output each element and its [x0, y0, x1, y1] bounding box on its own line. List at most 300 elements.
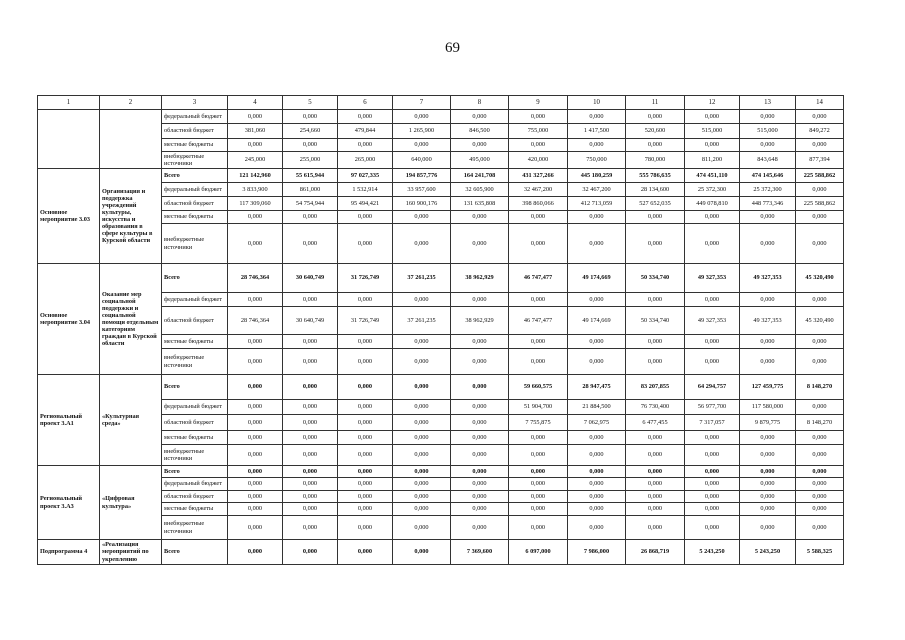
amount-cell: 0,000	[451, 293, 509, 307]
funding-source-cell: внебюджетные источники	[162, 516, 228, 540]
amount-cell: 0,000	[451, 400, 509, 415]
amount-cell: 56 977,700	[685, 400, 740, 415]
amount-cell: 0,000	[740, 478, 796, 491]
amount-cell: 0,000	[796, 183, 844, 197]
header-cell: 10	[568, 96, 626, 110]
funding-source-cell: областной бюджет	[162, 415, 228, 431]
amount-cell: 0,000	[451, 478, 509, 491]
amount-cell: 479,844	[338, 124, 393, 139]
amount-cell: 28 134,600	[626, 183, 685, 197]
amount-cell: 5 243,250	[685, 540, 740, 565]
funding-source-cell: федеральный бюджет	[162, 478, 228, 491]
amount-cell: 750,000	[568, 152, 626, 169]
budget-table	[37, 95, 844, 565]
amount-cell: 0,000	[685, 224, 740, 264]
amount-cell: 6 477,455	[626, 415, 685, 431]
amount-cell: 0,000	[451, 491, 509, 503]
amount-cell: 127 459,775	[740, 375, 796, 400]
amount-cell: 0,000	[283, 415, 338, 431]
amount-cell: 117 309,060	[228, 197, 283, 211]
amount-cell: 0,000	[796, 349, 844, 375]
amount-cell: 515,000	[685, 124, 740, 139]
amount-cell: 0,000	[685, 445, 740, 466]
header-cell: 11	[626, 96, 685, 110]
amount-cell: 0,000	[685, 431, 740, 445]
amount-cell: 46 747,477	[509, 264, 568, 293]
amount-cell: 0,000	[393, 224, 451, 264]
amount-cell: 0,000	[393, 478, 451, 491]
amount-cell: 38 962,929	[451, 307, 509, 335]
activity-code-cell: Основное мероприятие 3.04	[38, 264, 100, 375]
amount-cell: 0,000	[509, 503, 568, 516]
activity-code-cell: Подпрограмма 4	[38, 540, 100, 565]
amount-cell: 64 294,757	[685, 375, 740, 400]
amount-cell: 0,000	[685, 293, 740, 307]
amount-cell: 0,000	[228, 224, 283, 264]
amount-cell: 0,000	[338, 400, 393, 415]
amount-cell: 0,000	[740, 516, 796, 540]
amount-cell: 0,000	[626, 491, 685, 503]
amount-cell: 0,000	[228, 375, 283, 400]
amount-cell: 0,000	[338, 431, 393, 445]
amount-cell: 0,000	[568, 516, 626, 540]
amount-cell: 45 320,490	[796, 264, 844, 293]
amount-cell: 0,000	[338, 478, 393, 491]
amount-cell: 0,000	[338, 415, 393, 431]
amount-cell: 0,000	[509, 516, 568, 540]
amount-cell: 0,000	[685, 466, 740, 478]
amount-cell: 0,000	[626, 445, 685, 466]
header-cell: 5	[283, 96, 338, 110]
amount-cell: 0,000	[626, 110, 685, 124]
amount-cell: 0,000	[626, 211, 685, 224]
amount-cell: 0,000	[393, 349, 451, 375]
funding-source-cell: внебюджетные источники	[162, 349, 228, 375]
funding-source-cell: Всего	[162, 540, 228, 565]
amount-cell: 0,000	[509, 110, 568, 124]
amount-cell: 225 588,862	[796, 169, 844, 183]
amount-cell: 0,000	[740, 139, 796, 152]
amount-cell: 0,000	[338, 445, 393, 466]
amount-cell: 28 746,364	[228, 307, 283, 335]
amount-cell: 0,000	[568, 139, 626, 152]
amount-cell: 420,000	[509, 152, 568, 169]
amount-cell: 54 754,944	[283, 197, 338, 211]
funding-source-cell: местные бюджеты	[162, 211, 228, 224]
amount-cell: 28 947,475	[568, 375, 626, 400]
amount-cell: 0,000	[393, 516, 451, 540]
amount-cell: 0,000	[338, 540, 393, 565]
amount-cell: 0,000	[228, 293, 283, 307]
amount-cell: 0,000	[685, 491, 740, 503]
amount-cell: 877,394	[796, 152, 844, 169]
amount-cell: 0,000	[393, 445, 451, 466]
amount-cell: 0,000	[509, 491, 568, 503]
amount-cell: 0,000	[393, 139, 451, 152]
amount-cell: 5 243,250	[740, 540, 796, 565]
amount-cell: 32 467,200	[568, 183, 626, 197]
funding-source-cell: областной бюджет	[162, 307, 228, 335]
funding-source-cell: местные бюджеты	[162, 503, 228, 516]
amount-cell: 46 747,477	[509, 307, 568, 335]
amount-cell: 0,000	[568, 335, 626, 349]
activity-name-cell: Оказание мер социальной поддержки и социальной помощи отдельным категориям граждан в Курской области	[100, 264, 162, 375]
amount-cell: 31 726,749	[338, 264, 393, 293]
amount-cell: 0,000	[228, 139, 283, 152]
amount-cell: 0,000	[796, 139, 844, 152]
amount-cell: 0,000	[626, 431, 685, 445]
amount-cell: 0,000	[283, 478, 338, 491]
funding-source-cell: местные бюджеты	[162, 139, 228, 152]
amount-cell: 0,000	[626, 478, 685, 491]
amount-cell: 0,000	[228, 415, 283, 431]
amount-cell: 0,000	[283, 211, 338, 224]
amount-cell: 0,000	[228, 503, 283, 516]
amount-cell: 0,000	[228, 335, 283, 349]
header-cell: 1	[38, 96, 100, 110]
amount-cell: 0,000	[626, 516, 685, 540]
header-cell: 8	[451, 96, 509, 110]
amount-cell: 0,000	[283, 349, 338, 375]
amount-cell: 0,000	[283, 516, 338, 540]
amount-cell: 0,000	[393, 375, 451, 400]
amount-cell: 0,000	[509, 139, 568, 152]
amount-cell: 527 652,035	[626, 197, 685, 211]
amount-cell: 0,000	[509, 478, 568, 491]
funding-source-cell: областной бюджет	[162, 197, 228, 211]
amount-cell: 37 261,235	[393, 307, 451, 335]
amount-cell: 50 334,740	[626, 264, 685, 293]
header-cell: 9	[509, 96, 568, 110]
amount-cell: 811,200	[685, 152, 740, 169]
amount-cell: 0,000	[283, 540, 338, 565]
amount-cell: 0,000	[283, 375, 338, 400]
amount-cell: 0,000	[228, 211, 283, 224]
amount-cell: 0,000	[451, 224, 509, 264]
amount-cell: 0,000	[338, 375, 393, 400]
amount-cell: 0,000	[393, 415, 451, 431]
amount-cell: 398 860,066	[509, 197, 568, 211]
amount-cell: 0,000	[509, 431, 568, 445]
amount-cell: 0,000	[338, 110, 393, 124]
amount-cell: 0,000	[626, 139, 685, 152]
amount-cell: 0,000	[740, 503, 796, 516]
header-cell: 7	[393, 96, 451, 110]
funding-source-cell: местные бюджеты	[162, 431, 228, 445]
amount-cell: 0,000	[228, 540, 283, 565]
amount-cell: 0,000	[796, 110, 844, 124]
amount-cell: 0,000	[509, 466, 568, 478]
amount-cell: 30 640,749	[283, 264, 338, 293]
amount-cell: 0,000	[796, 478, 844, 491]
amount-cell: 0,000	[283, 293, 338, 307]
amount-cell: 0,000	[740, 224, 796, 264]
amount-cell: 0,000	[568, 503, 626, 516]
amount-cell: 0,000	[685, 139, 740, 152]
amount-cell: 0,000	[796, 445, 844, 466]
amount-cell: 780,000	[626, 152, 685, 169]
amount-cell: 49 327,353	[685, 307, 740, 335]
funding-source-cell: федеральный бюджет	[162, 400, 228, 415]
header-cell: 2	[100, 96, 162, 110]
amount-cell: 49 174,669	[568, 307, 626, 335]
amount-cell: 0,000	[740, 335, 796, 349]
amount-cell: 131 635,808	[451, 197, 509, 211]
amount-cell: 843,648	[740, 152, 796, 169]
amount-cell: 0,000	[509, 211, 568, 224]
amount-cell: 0,000	[796, 224, 844, 264]
amount-cell: 0,000	[740, 466, 796, 478]
amount-cell: 0,000	[740, 445, 796, 466]
amount-cell: 0,000	[228, 466, 283, 478]
amount-cell: 49 327,353	[740, 264, 796, 293]
amount-cell: 0,000	[228, 516, 283, 540]
amount-cell: 6 097,000	[509, 540, 568, 565]
amount-cell: 0,000	[568, 110, 626, 124]
amount-cell: 0,000	[451, 110, 509, 124]
amount-cell: 0,000	[568, 445, 626, 466]
amount-cell: 28 746,364	[228, 264, 283, 293]
funding-source-cell: областной бюджет	[162, 124, 228, 139]
amount-cell: 0,000	[228, 491, 283, 503]
amount-cell: 412 713,059	[568, 197, 626, 211]
amount-cell: 49 327,353	[740, 307, 796, 335]
amount-cell: 95 494,421	[338, 197, 393, 211]
amount-cell: 76 730,400	[626, 400, 685, 415]
amount-cell: 0,000	[626, 293, 685, 307]
amount-cell: 37 261,235	[393, 264, 451, 293]
amount-cell: 7 986,000	[568, 540, 626, 565]
amount-cell: 0,000	[509, 293, 568, 307]
amount-cell: 3 833,900	[228, 183, 283, 197]
amount-cell: 0,000	[338, 211, 393, 224]
amount-cell: 0,000	[568, 211, 626, 224]
amount-cell: 0,000	[228, 445, 283, 466]
amount-cell: 0,000	[393, 491, 451, 503]
activity-code-cell: Основное мероприятие 3.03	[38, 169, 100, 264]
amount-cell: 0,000	[338, 491, 393, 503]
funding-source-cell: федеральный бюджет	[162, 183, 228, 197]
header-cell: 13	[740, 96, 796, 110]
activity-code-cell: Региональный проект 3.А1	[38, 375, 100, 466]
amount-cell: 32 605,900	[451, 183, 509, 197]
amount-cell: 59 660,575	[509, 375, 568, 400]
amount-cell: 50 334,740	[626, 307, 685, 335]
amount-cell: 0,000	[509, 445, 568, 466]
amount-cell: 0,000	[393, 503, 451, 516]
amount-cell: 0,000	[283, 224, 338, 264]
amount-cell: 0,000	[451, 211, 509, 224]
header-cell: 12	[685, 96, 740, 110]
amount-cell: 0,000	[796, 503, 844, 516]
amount-cell: 0,000	[796, 335, 844, 349]
amount-cell: 0,000	[338, 139, 393, 152]
amount-cell: 49 327,353	[685, 264, 740, 293]
amount-cell: 0,000	[796, 466, 844, 478]
amount-cell: 0,000	[228, 110, 283, 124]
amount-cell: 0,000	[283, 445, 338, 466]
amount-cell: 0,000	[451, 415, 509, 431]
amount-cell: 0,000	[451, 335, 509, 349]
header-cell: 3	[162, 96, 228, 110]
amount-cell: 0,000	[393, 110, 451, 124]
amount-cell: 495,000	[451, 152, 509, 169]
header-cell: 14	[796, 96, 844, 110]
activity-name-cell	[100, 110, 162, 169]
amount-cell: 0,000	[568, 224, 626, 264]
activity-name-cell: «Культурная среда»	[100, 375, 162, 466]
amount-cell: 0,000	[451, 503, 509, 516]
amount-cell: 0,000	[338, 466, 393, 478]
amount-cell: 83 207,855	[626, 375, 685, 400]
amount-cell: 8 148,270	[796, 415, 844, 431]
amount-cell: 0,000	[338, 224, 393, 264]
amount-cell: 0,000	[451, 516, 509, 540]
amount-cell: 0,000	[568, 491, 626, 503]
amount-cell: 431 327,266	[509, 169, 568, 183]
amount-cell: 0,000	[228, 400, 283, 415]
funding-source-cell: Всего	[162, 375, 228, 400]
amount-cell: 0,000	[568, 349, 626, 375]
amount-cell: 0,000	[568, 293, 626, 307]
table-row	[38, 264, 844, 293]
amount-cell: 0,000	[626, 335, 685, 349]
amount-cell: 0,000	[338, 335, 393, 349]
amount-cell: 0,000	[283, 400, 338, 415]
amount-cell: 555 786,635	[626, 169, 685, 183]
amount-cell: 0,000	[451, 466, 509, 478]
amount-cell: 0,000	[568, 431, 626, 445]
amount-cell: 640,000	[393, 152, 451, 169]
amount-cell: 26 868,719	[626, 540, 685, 565]
amount-cell: 0,000	[338, 503, 393, 516]
amount-cell: 755,000	[509, 124, 568, 139]
amount-cell: 30 640,749	[283, 307, 338, 335]
amount-cell: 474 145,646	[740, 169, 796, 183]
amount-cell: 0,000	[393, 431, 451, 445]
amount-cell: 0,000	[283, 139, 338, 152]
amount-cell: 7 062,975	[568, 415, 626, 431]
amount-cell: 38 962,929	[451, 264, 509, 293]
activity-name-cell: Организация и поддержка учреждений культуры, искусства и образования в сфере культуры в Курской области	[100, 169, 162, 264]
funding-source-cell: внебюджетные источники	[162, 445, 228, 466]
table-row	[38, 466, 844, 478]
amount-cell: 7 755,875	[509, 415, 568, 431]
amount-cell: 1 417,500	[568, 124, 626, 139]
amount-cell: 0,000	[685, 503, 740, 516]
amount-cell: 0,000	[451, 431, 509, 445]
amount-cell: 0,000	[796, 431, 844, 445]
amount-cell: 0,000	[228, 349, 283, 375]
amount-cell: 0,000	[685, 110, 740, 124]
amount-cell: 0,000	[626, 349, 685, 375]
amount-cell: 164 241,708	[451, 169, 509, 183]
amount-cell: 0,000	[283, 491, 338, 503]
amount-cell: 1 532,914	[338, 183, 393, 197]
amount-cell: 0,000	[626, 466, 685, 478]
amount-cell: 448 773,346	[740, 197, 796, 211]
amount-cell: 32 467,200	[509, 183, 568, 197]
amount-cell: 0,000	[626, 224, 685, 264]
amount-cell: 0,000	[568, 466, 626, 478]
amount-cell: 0,000	[796, 491, 844, 503]
amount-cell: 0,000	[568, 478, 626, 491]
table-row	[38, 169, 844, 183]
amount-cell: 0,000	[393, 400, 451, 415]
activity-name-cell: «Реализация мероприятий по укреплению	[100, 540, 162, 565]
amount-cell: 0,000	[685, 335, 740, 349]
amount-cell: 0,000	[228, 431, 283, 445]
amount-cell: 0,000	[740, 293, 796, 307]
funding-source-cell: Всего	[162, 264, 228, 293]
funding-source-cell: внебюджетные источники	[162, 224, 228, 264]
amount-cell: 0,000	[796, 516, 844, 540]
amount-cell: 0,000	[740, 491, 796, 503]
table-row	[38, 540, 844, 565]
amount-cell: 0,000	[283, 110, 338, 124]
amount-cell: 0,000	[393, 466, 451, 478]
amount-cell: 0,000	[393, 293, 451, 307]
amount-cell: 0,000	[283, 431, 338, 445]
amount-cell: 0,000	[283, 466, 338, 478]
funding-source-cell: федеральный бюджет	[162, 293, 228, 307]
amount-cell: 0,000	[685, 211, 740, 224]
amount-cell: 0,000	[685, 478, 740, 491]
amount-cell: 265,000	[338, 152, 393, 169]
amount-cell: 1 265,900	[393, 124, 451, 139]
amount-cell: 245,000	[228, 152, 283, 169]
amount-cell: 474 451,110	[685, 169, 740, 183]
amount-cell: 0,000	[740, 211, 796, 224]
amount-cell: 97 027,335	[338, 169, 393, 183]
amount-cell: 0,000	[796, 400, 844, 415]
amount-cell: 0,000	[283, 335, 338, 349]
amount-cell: 520,600	[626, 124, 685, 139]
amount-cell: 254,660	[283, 124, 338, 139]
amount-cell: 21 884,500	[568, 400, 626, 415]
amount-cell: 49 174,669	[568, 264, 626, 293]
header-row	[38, 96, 844, 110]
amount-cell: 0,000	[393, 540, 451, 565]
amount-cell: 0,000	[740, 431, 796, 445]
amount-cell: 515,000	[740, 124, 796, 139]
amount-cell: 7 317,057	[685, 415, 740, 431]
amount-cell: 0,000	[685, 349, 740, 375]
funding-source-cell: областной бюджет	[162, 491, 228, 503]
amount-cell: 160 900,176	[393, 197, 451, 211]
amount-cell: 0,000	[393, 211, 451, 224]
amount-cell: 0,000	[626, 503, 685, 516]
header-cell: 6	[338, 96, 393, 110]
amount-cell: 0,000	[796, 211, 844, 224]
amount-cell: 0,000	[228, 478, 283, 491]
activity-code-cell	[38, 110, 100, 169]
amount-cell: 445 180,259	[568, 169, 626, 183]
table-row	[38, 375, 844, 400]
table-row	[38, 110, 844, 124]
amount-cell: 0,000	[393, 335, 451, 349]
amount-cell: 0,000	[283, 503, 338, 516]
funding-source-cell: внебюджетные источники	[162, 152, 228, 169]
amount-cell: 8 148,270	[796, 375, 844, 400]
amount-cell: 121 142,960	[228, 169, 283, 183]
funding-source-cell: местные бюджеты	[162, 335, 228, 349]
amount-cell: 255,000	[283, 152, 338, 169]
amount-cell: 0,000	[338, 293, 393, 307]
amount-cell: 0,000	[451, 445, 509, 466]
amount-cell: 0,000	[796, 293, 844, 307]
amount-cell: 0,000	[509, 335, 568, 349]
